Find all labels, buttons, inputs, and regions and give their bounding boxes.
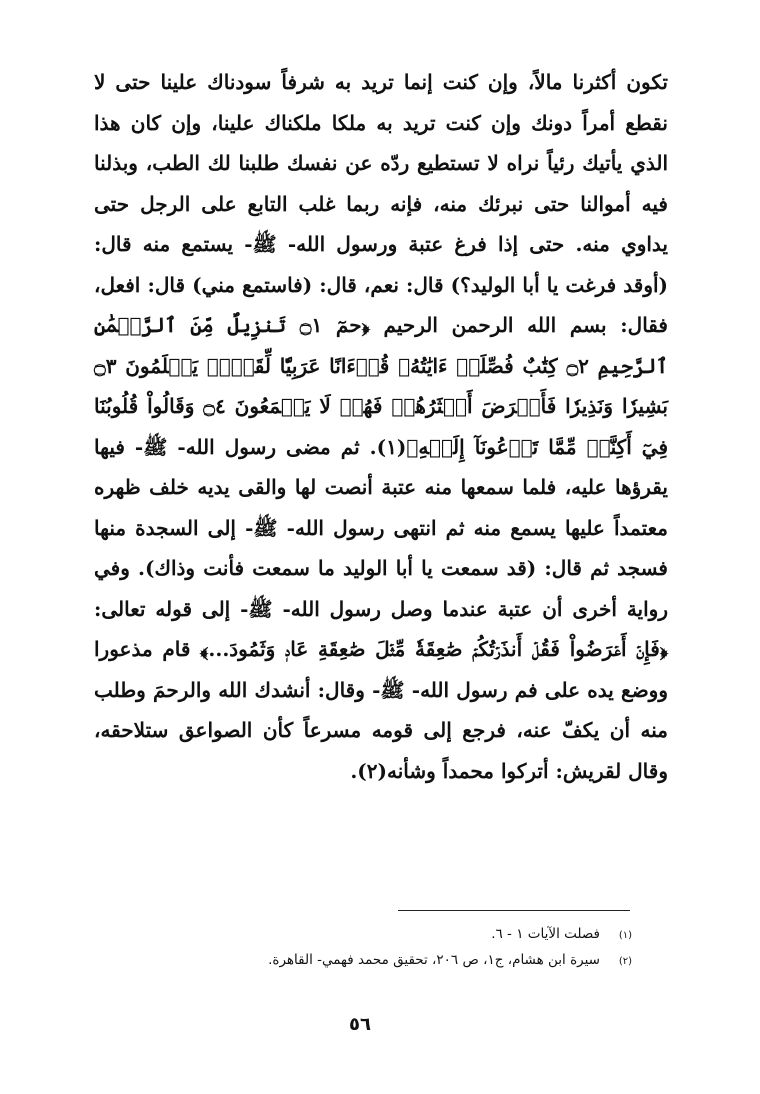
footnote-text: فصلت الآيات ١ - ٦. — [491, 926, 600, 942]
footnote-number: (١) — [618, 930, 632, 941]
footnote-number: (٢) — [618, 956, 632, 967]
body-paragraph: تكون أكثرنا مالاً، وإن كنت إنما تريد به شرفاً سودناك علينا حتى لا نقطع أمراً دونك وإن كنت تريد به ملكا ملكناك علينا، وإن كان هذا الذي يأتيك رئياً نراه لا تستطيع ردّه عن نفسك طلبنا لك الطب، وبذلنا فيه أموالنا حتى نبرئك منه، فإنه ربما غلب التابع على الرجل حتى يداوي منه. حتى إذا فرغ عتبة ورسول الله- ﷺ- يستمع منه قال: (أوقد فرغت يا أبا الوليد؟) قال: نعم، قال: (فاستمع مني) قال: افعل، فقال: بسم الله الرحمن الرحيم ﴿حمٓ ۝١ تَنزِيلٌ مِّنَ ٱلرَّحۡمَٰنِ ٱلرَّحِيمِ ۝٢ كِتَٰبٌ فُصِّلَتۡ ءَايَٰتُهُۥ قُرۡءَانًا عَرَبِيّٗا لِّقَوۡمٖ يَعۡلَمُونَ ۝٣ بَشِيرٗا وَنَذِيرٗا فَأَعۡرَضَ أَكۡثَرُهُمۡ فَهُمۡ لَا يَسۡمَعُونَ ۝٤ وَقَالُواْ قُلُوبُنَا فِيٓ أَكِنَّةٖ مِّمَّا تَدۡعُونَآ إِلَيۡهِ﴾(١). ثم مضى رسول الله- ﷺ- فيها يقرؤها عليه، فلما سمعها منه عتبة أنصت لها والقى يديه خلف ظهره معتمداً عليها يسمع منه ثم انتهى رسول الله- ﷺ- إلى السجدة منها فسجد ثم قال: (قد سمعت يا أبا الوليد ما سمعت فأنت وذاك). وفي رواية أخرى أن عتبة عندما وصل رسول الله- ﷺ- إلى قوله تعالى: ﴿فَإِنۡ أَعۡرَضُواْ فَقُلۡ أَنذَرۡتُكُمۡ صَٰعِقَةٗ مِّثۡلَ صَٰعِقَةِ عَادٖ وَثَمُودَ...﴾ قام مذعورا ووضع يده على فم رسول الله- ﷺ- وقال: أنشدك الله والرحمَ وطلب منه أن يكفّ عنه، فرجع إلى قومه مسرعاً كأن الصواعق ستلاحقه، وقال لقريش: أتركوا محمداً وشأنه(٢). — [94, 70, 669, 783]
main-text-block — [94, 62, 668, 791]
footnote-text: سيرة ابن هشام، ج١، ص ٢٠٦، تحقيق محمد فهمي- القاهرة. — [268, 952, 600, 968]
page-number: ٥٦ — [349, 1014, 371, 1035]
footnote-separator — [398, 910, 630, 911]
footnotes-list — [180, 922, 632, 974]
footnote-item — [180, 948, 632, 974]
footnote-item — [180, 922, 632, 948]
